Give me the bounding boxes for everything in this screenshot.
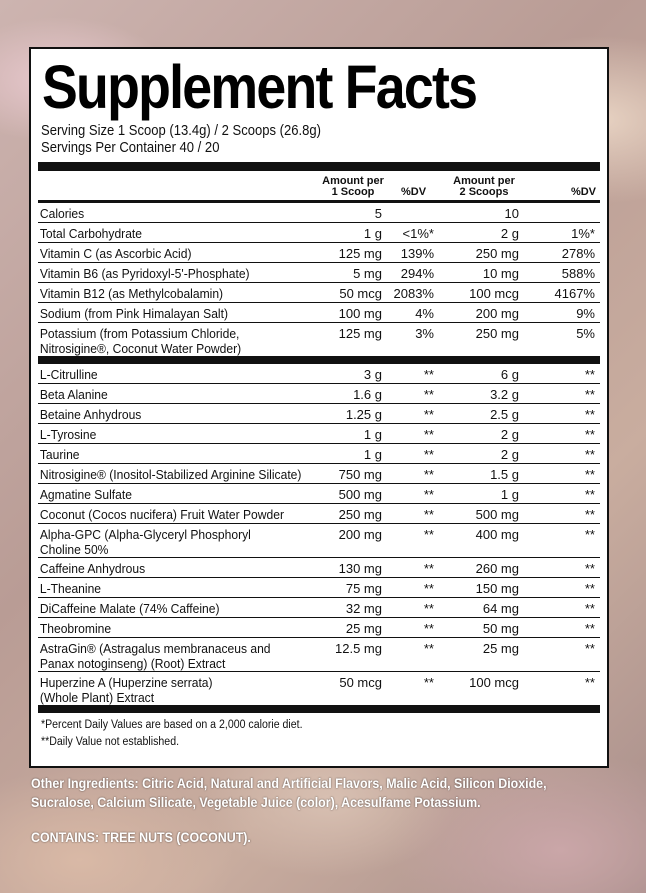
table-row xyxy=(38,303,600,323)
dv-cell: 139% xyxy=(400,246,434,261)
amount-cell: 500 mg xyxy=(475,507,519,522)
dv-cell: ** xyxy=(423,427,434,442)
table-row xyxy=(38,444,600,464)
amount-cell: 50 mg xyxy=(482,621,519,636)
header-dv-1: %DV xyxy=(400,186,427,198)
table-row xyxy=(38,598,600,618)
ingredient-name: Theobromine xyxy=(39,621,112,636)
amount-cell: 32 mg xyxy=(345,601,382,616)
ingredient-name: Taurine xyxy=(39,447,80,462)
table-row xyxy=(38,504,600,524)
ingredient-name: Agmatine Sulfate xyxy=(39,487,132,502)
table-row xyxy=(38,364,600,384)
dv-cell: ** xyxy=(584,487,595,502)
ingredient-rows xyxy=(38,364,600,706)
footnote-dv: *Percent Daily Values are based on a 2,000 calorie diet. xyxy=(41,719,303,731)
dv-cell: ** xyxy=(423,507,434,522)
ingredient-name: Vitamin C (as Ascorbic Acid) xyxy=(39,246,192,261)
amount-cell: 260 mg xyxy=(475,561,519,576)
amount-cell: 400 mg xyxy=(475,527,519,542)
ingredient-name: Alpha-GPC (Alpha-Glyceryl Phosphoryl Choline 50% xyxy=(39,527,251,557)
amount-cell: 100 mcg xyxy=(469,675,519,690)
dv-cell: ** xyxy=(423,527,434,542)
dv-cell: 4167% xyxy=(554,286,595,301)
dv-cell: 588% xyxy=(561,266,595,281)
dv-cell: ** xyxy=(423,447,434,462)
dv-cell: ** xyxy=(423,387,434,402)
dv-cell: ** xyxy=(584,675,595,690)
section-divider-bottom xyxy=(38,706,600,713)
dv-cell: 278% xyxy=(561,246,595,261)
dv-cell: 1%* xyxy=(571,226,595,241)
amount-cell: 125 mg xyxy=(338,326,382,341)
amount-cell: 100 mg xyxy=(338,306,382,321)
dv-cell: ** xyxy=(584,507,595,522)
ingredient-name: Vitamin B6 (as Pyridoxyl-5'-Phosphate) xyxy=(39,266,250,281)
amount-cell: 130 mg xyxy=(338,561,382,576)
header-dv-2: %DV xyxy=(570,186,596,198)
table-row xyxy=(38,618,600,638)
table-row xyxy=(38,558,600,578)
dv-cell: ** xyxy=(584,581,595,596)
amount-cell: 3.2 g xyxy=(490,387,519,402)
nutrient-rows xyxy=(38,203,600,357)
amount-cell: 1.25 g xyxy=(345,407,382,422)
ingredient-name: Beta Alanine xyxy=(39,387,108,402)
serving-size: Serving Size 1 Scoop (13.4g) / 2 Scoops (26.8g) xyxy=(41,123,322,139)
table-row xyxy=(38,524,600,558)
ingredient-name: Coconut (Cocos nucifera) Fruit Water Powder xyxy=(39,507,284,522)
amount-cell: 250 mg xyxy=(338,507,382,522)
amount-cell: 1 g xyxy=(363,447,382,462)
dv-cell: ** xyxy=(423,601,434,616)
dv-cell: 3% xyxy=(415,326,434,341)
dv-cell: ** xyxy=(423,641,434,656)
ingredient-name: AstraGin® (Astragalus membranaceus and Panax notoginseng) (Root) Extract xyxy=(39,641,271,671)
amount-cell: 64 mg xyxy=(482,601,519,616)
ingredient-name: Total Carbohydrate xyxy=(39,226,143,241)
table-row xyxy=(38,464,600,484)
table-row xyxy=(38,404,600,424)
supplement-facts-panel xyxy=(29,47,609,768)
header-amount-1-scoop: Amount per 1 Scoop xyxy=(322,175,384,198)
dv-cell: 5% xyxy=(576,326,595,341)
dv-cell: ** xyxy=(584,387,595,402)
amount-cell: 6 g xyxy=(500,367,519,382)
table-row xyxy=(38,484,600,504)
amount-cell: 25 mg xyxy=(345,621,382,636)
amount-cell: 1 g xyxy=(363,226,382,241)
dv-cell: ** xyxy=(423,487,434,502)
table-row xyxy=(38,243,600,263)
ingredient-name: L-Tyrosine xyxy=(39,427,97,442)
dv-cell: ** xyxy=(584,621,595,636)
table-row xyxy=(38,283,600,303)
dv-cell: ** xyxy=(423,561,434,576)
amount-cell: 200 mg xyxy=(338,527,382,542)
dv-cell: ** xyxy=(423,581,434,596)
amount-cell: 500 mg xyxy=(338,487,382,502)
dv-cell: ** xyxy=(584,367,595,382)
amount-cell: 1 g xyxy=(500,487,519,502)
table-row xyxy=(38,638,600,672)
dv-cell: ** xyxy=(584,407,595,422)
amount-cell: 10 xyxy=(504,206,519,221)
ingredient-name: DiCaffeine Malate (74% Caffeine) xyxy=(39,601,220,616)
amount-cell: 750 mg xyxy=(338,467,382,482)
dv-cell: ** xyxy=(584,447,595,462)
thick-divider xyxy=(38,162,600,171)
dv-cell: 2083% xyxy=(393,286,434,301)
dv-cell: ** xyxy=(584,427,595,442)
dv-cell: <1%* xyxy=(402,226,434,241)
amount-cell: 2 g xyxy=(500,427,519,442)
amount-cell: 5 mg xyxy=(353,266,382,281)
ingredient-name: Caffeine Anhydrous xyxy=(39,561,146,576)
ingredient-name: L-Theanine xyxy=(39,581,102,596)
table-row xyxy=(38,203,600,223)
amount-cell: 2 g xyxy=(500,447,519,462)
ingredient-name: Vitamin B12 (as Methylcobalamin) xyxy=(39,286,224,301)
table-row xyxy=(38,672,600,706)
dv-cell: ** xyxy=(423,467,434,482)
amount-cell: 125 mg xyxy=(338,246,382,261)
amount-cell: 50 mcg xyxy=(339,286,382,301)
amount-cell: 150 mg xyxy=(475,581,519,596)
amount-cell: 1 g xyxy=(363,427,382,442)
dv-cell: 294% xyxy=(400,266,434,281)
amount-cell: 50 mcg xyxy=(339,675,382,690)
dv-cell: 4% xyxy=(415,306,434,321)
table-row xyxy=(38,223,600,243)
section-divider xyxy=(38,357,600,364)
amount-cell: 1.6 g xyxy=(353,387,382,402)
ingredient-name: L-Citrulline xyxy=(39,367,98,382)
ingredient-name: Sodium (from Pink Himalayan Salt) xyxy=(39,306,228,321)
ingredient-name: Potassium (from Potassium Chloride, Nitrosigine®, Coconut Water Powder) xyxy=(39,326,242,356)
amount-cell: 2 g xyxy=(500,226,519,241)
table-row xyxy=(38,384,600,404)
amount-cell: 3 g xyxy=(363,367,382,382)
amount-cell: 250 mg xyxy=(475,246,519,261)
dv-cell: ** xyxy=(584,467,595,482)
amount-cell: 100 mcg xyxy=(469,286,519,301)
dv-cell: ** xyxy=(584,527,595,542)
ingredient-name: Betaine Anhydrous xyxy=(39,407,142,422)
allergen-statement: CONTAINS: TREE NUTS (COCONUT). xyxy=(31,830,251,845)
ingredient-name: Huperzine A (Huperzine serrata) (Whole Plant) Extract xyxy=(39,675,213,705)
table-row xyxy=(38,424,600,444)
dv-cell: ** xyxy=(423,367,434,382)
dv-cell: ** xyxy=(584,601,595,616)
dv-cell: ** xyxy=(423,407,434,422)
amount-cell: 250 mg xyxy=(475,326,519,341)
table-row xyxy=(38,263,600,283)
dv-cell: ** xyxy=(423,675,434,690)
amount-cell: 10 mg xyxy=(482,266,519,281)
amount-cell: 5 xyxy=(374,206,382,221)
amount-cell: 2.5 g xyxy=(490,407,519,422)
amount-cell: 12.5 mg xyxy=(335,641,382,656)
dv-cell: 9% xyxy=(576,306,595,321)
table-row xyxy=(38,323,600,357)
dv-cell: ** xyxy=(423,621,434,636)
panel-title: Supplement Facts xyxy=(42,53,477,121)
dv-cell: ** xyxy=(584,641,595,656)
dv-cell: ** xyxy=(584,561,595,576)
amount-cell: 1.5 g xyxy=(490,467,519,482)
ingredient-name: Calories xyxy=(39,206,85,221)
amount-cell: 25 mg xyxy=(482,641,519,656)
table-row xyxy=(38,578,600,598)
amount-cell: 75 mg xyxy=(345,581,382,596)
servings-per-container: Servings Per Container 40 / 20 xyxy=(41,140,220,156)
ingredient-name: Nitrosigine® (Inositol-Stabilized Arginine Silicate) xyxy=(39,467,302,482)
header-amount-2-scoops: Amount per 2 Scoops xyxy=(453,175,515,198)
other-ingredients: Other Ingredients: Citric Acid, Natural and Artificial Flavors, Malic Acid, Silicon Dioxide, Sucralose, Calcium Silicate, Vegetable Juice (color), Acesulfame Potassium. xyxy=(31,776,547,810)
amount-cell: 200 mg xyxy=(475,306,519,321)
footnote-not-established: **Daily Value not established. xyxy=(41,736,180,748)
column-headers xyxy=(38,171,600,203)
